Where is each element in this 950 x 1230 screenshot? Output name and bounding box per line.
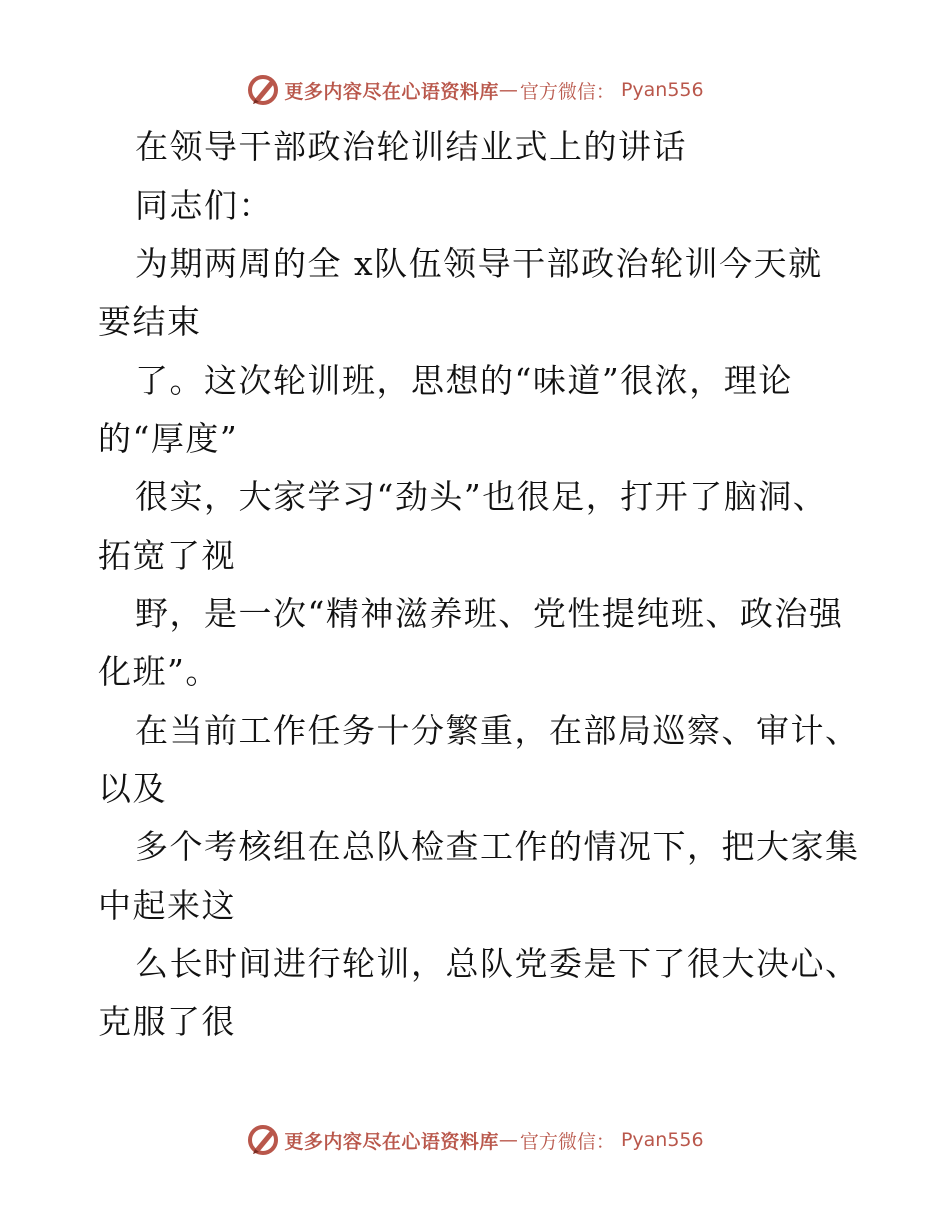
- body-line: 野，是一次“精神滋养班、党性提纯班、政治强: [135, 594, 844, 633]
- footer-watermark: [0, 1120, 950, 1160]
- document-title: 在领导干部政治轮训结业式上的讲话: [135, 127, 687, 166]
- watermark-wechat-account: Pyan556: [620, 79, 704, 101]
- body-line: 克服了很: [98, 1002, 236, 1041]
- body-line: 在当前工作任务十分繁重，在部局巡察、审计、: [135, 711, 860, 750]
- body-line: 为期两周的全 x队伍领导干部政治轮训今天就: [135, 244, 823, 283]
- body-line: 要结束: [98, 302, 202, 341]
- pen-logo-icon: [246, 73, 280, 107]
- body-line: 了。这次轮训班，思想的“味道”很浓，理论: [135, 361, 793, 400]
- body-line: 化班”。: [98, 652, 220, 691]
- body-line: 多个考核组在总队检查工作的情况下，把大家集: [135, 827, 860, 866]
- watermark-site-text: 更多内容尽在心语资料库: [284, 80, 499, 103]
- body-line: 很实，大家学习“劲头”也很足，打开了脑洞、: [135, 477, 828, 516]
- watermark-wechat-label: 官方微信：: [519, 80, 615, 103]
- watermark-dash: —: [498, 1129, 518, 1151]
- body-line: 拓宽了视: [98, 536, 236, 575]
- watermark-dash: —: [498, 79, 518, 101]
- body-line: 以及: [98, 769, 167, 808]
- body-line: 么长时间进行轮训，总队党委是下了很大决心、: [135, 944, 860, 983]
- body-line: 中起来这: [98, 886, 236, 925]
- body-line: 的“厚度”: [98, 419, 239, 458]
- watermark-wechat-label: 官方微信：: [519, 1130, 615, 1153]
- watermark-wechat-account: Pyan556: [620, 1129, 704, 1151]
- watermark-site-text: 更多内容尽在心语资料库: [284, 1130, 499, 1153]
- salutation: 同志们：: [135, 186, 273, 225]
- header-watermark: [0, 70, 950, 110]
- pen-logo-icon: [246, 1123, 280, 1157]
